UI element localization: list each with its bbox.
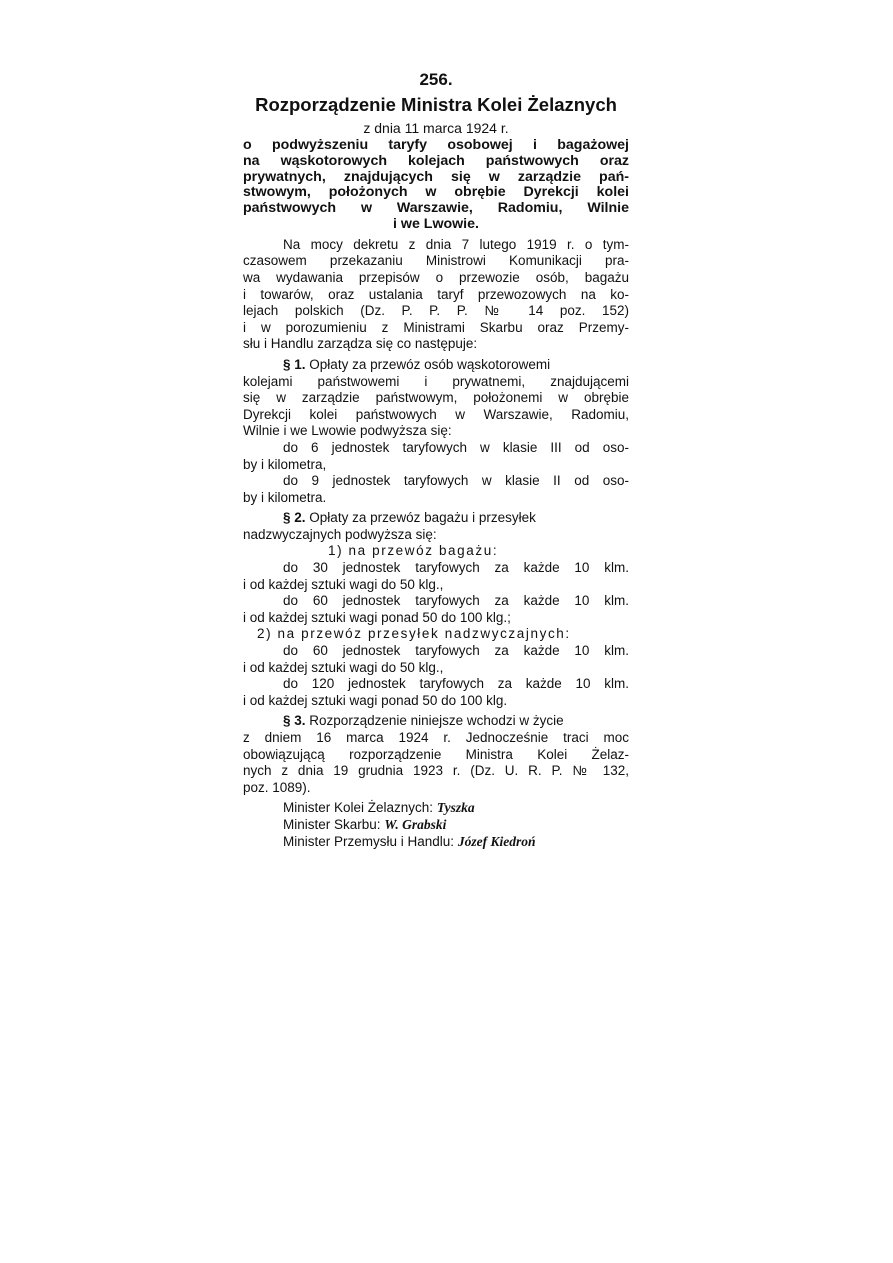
section-line: nadzwyczajnych podwyższa się: (243, 526, 437, 542)
page-number: 256. (419, 70, 453, 89)
subject-line: i we Lwowie. (393, 215, 479, 232)
signature-line (243, 817, 629, 834)
signature-role: Minister Skarbu: (283, 816, 381, 832)
section-line: Rozporządzenie niniejsze wchodzi w życie (309, 713, 564, 729)
section-mark: § 3. (283, 713, 306, 729)
subject-block (243, 138, 629, 233)
document-column (243, 70, 629, 850)
section-line: by i kilometra. (243, 489, 327, 505)
section-line: kolejami państwowemi i prywatnemi, znajdującemi (243, 373, 629, 389)
section-line: Opłaty za przewóz osób wąskotorowemi (309, 356, 551, 372)
section-line: nych z dnia 19 grudnia 1923 r. (Dz. U. R. P. № 132, (243, 763, 629, 779)
section-line: do 9 jednostek taryfowych w klasie II od oso- (283, 473, 629, 489)
section-line: i od każdej sztuki wagi ponad 50 do 100 klg. (243, 692, 508, 708)
section-line: do 6 jednostek taryfowych w klasie III od oso- (283, 439, 629, 455)
section-line: do 60 jednostek taryfowych za każde 10 klm. (283, 643, 629, 659)
preamble-line: lejach polskich (Dz. P. P. P. № 14 poz. 152) (243, 303, 629, 319)
preamble-line: i w porozumieniu z Ministrami Skarbu oraz Przemy- (243, 319, 629, 335)
section-line: Dyrekcji kolei państwowych w Warszawie, Radomiu, (243, 406, 629, 422)
section-line: z dniem 16 marca 1924 r. Jednocześnie traci moc (243, 730, 629, 745)
preamble-line: słu i Handlu zarządza się co następuje: (243, 336, 478, 352)
section-line: się w zarządzie państwowym, położonemi w obrębie (243, 390, 629, 406)
preamble (243, 237, 629, 353)
subject-line: stwowym, położonych w obrębie Dyrekcji kolei (243, 184, 629, 201)
section-1 (243, 357, 629, 506)
preamble-line: czasowem przekazaniu Ministrowi Komunikacji pra- (243, 253, 629, 269)
section-line: 1) na przewóz bagażu: (328, 543, 499, 559)
section-line: i od każdej sztuki wagi ponad 50 do 100 klg.; (243, 609, 511, 625)
section-line: obowiązującą rozporządzenie Ministra Kolei Żelaz- (243, 746, 629, 762)
subject-line: na wąskotorowych kolejach państwowych oraz (243, 152, 629, 169)
subject-line: prywatnych, znajdujących się w zarządzie pań- (243, 168, 629, 185)
section-line: by i kilometra, (243, 456, 327, 472)
section-line: Opłaty za przewóz bagażu i przesyłek (309, 510, 536, 526)
preamble-line: Na mocy dekretu z dnia 7 lutego 1919 r. o tym- (283, 236, 629, 252)
section-line: do 30 jednostek taryfowych za każde 10 klm. (283, 560, 629, 576)
date-line: z dnia 11 marca 1924 r. (363, 120, 509, 136)
section-2 (243, 510, 629, 709)
section-mark: § 2. (283, 510, 306, 526)
signature-role: Minister Przemysłu i Handlu: (283, 833, 455, 849)
signatures (243, 800, 629, 850)
section-line: 2) na przewóz przesyłek nadzwyczajnych: (257, 626, 571, 642)
signature-role: Minister Kolei Żelaznych: (283, 800, 434, 816)
subject-line: o podwyższeniu taryfy osobowej i bagażowej (243, 137, 629, 153)
section-line: do 60 jednostek taryfowych za każde 10 klm. (283, 593, 629, 609)
section-line: Wilnie i we Lwowie podwyższa się: (243, 423, 452, 439)
signature-line (243, 800, 629, 817)
preamble-line: i towarów, oraz ustalania taryf przewozowych na ko- (243, 286, 629, 302)
document-title: Rozporządzenie Ministra Kolei Żelaznych (255, 94, 617, 115)
section-line: i od każdej sztuki wagi do 50 klg., (243, 659, 444, 675)
subject-line: państwowych w Warszawie, Radomiu, Wilnie (243, 200, 629, 217)
section-line: poz. 1089). (243, 779, 311, 795)
signature-name: W. Grabski (384, 816, 447, 832)
section-line: do 120 jednostek taryfowych za każde 10 klm. (283, 676, 629, 692)
section-line: i od każdej sztuki wagi do 50 klg., (243, 576, 444, 592)
section-mark: § 1. (283, 356, 306, 372)
preamble-line: wa wydawania przepisów o przewozie osób, bagażu (243, 269, 629, 285)
signature-name: Tyszka (436, 800, 475, 816)
signature-name: Józef Kiedroń (457, 833, 536, 849)
signature-line (243, 834, 629, 851)
section-3 (243, 713, 629, 796)
